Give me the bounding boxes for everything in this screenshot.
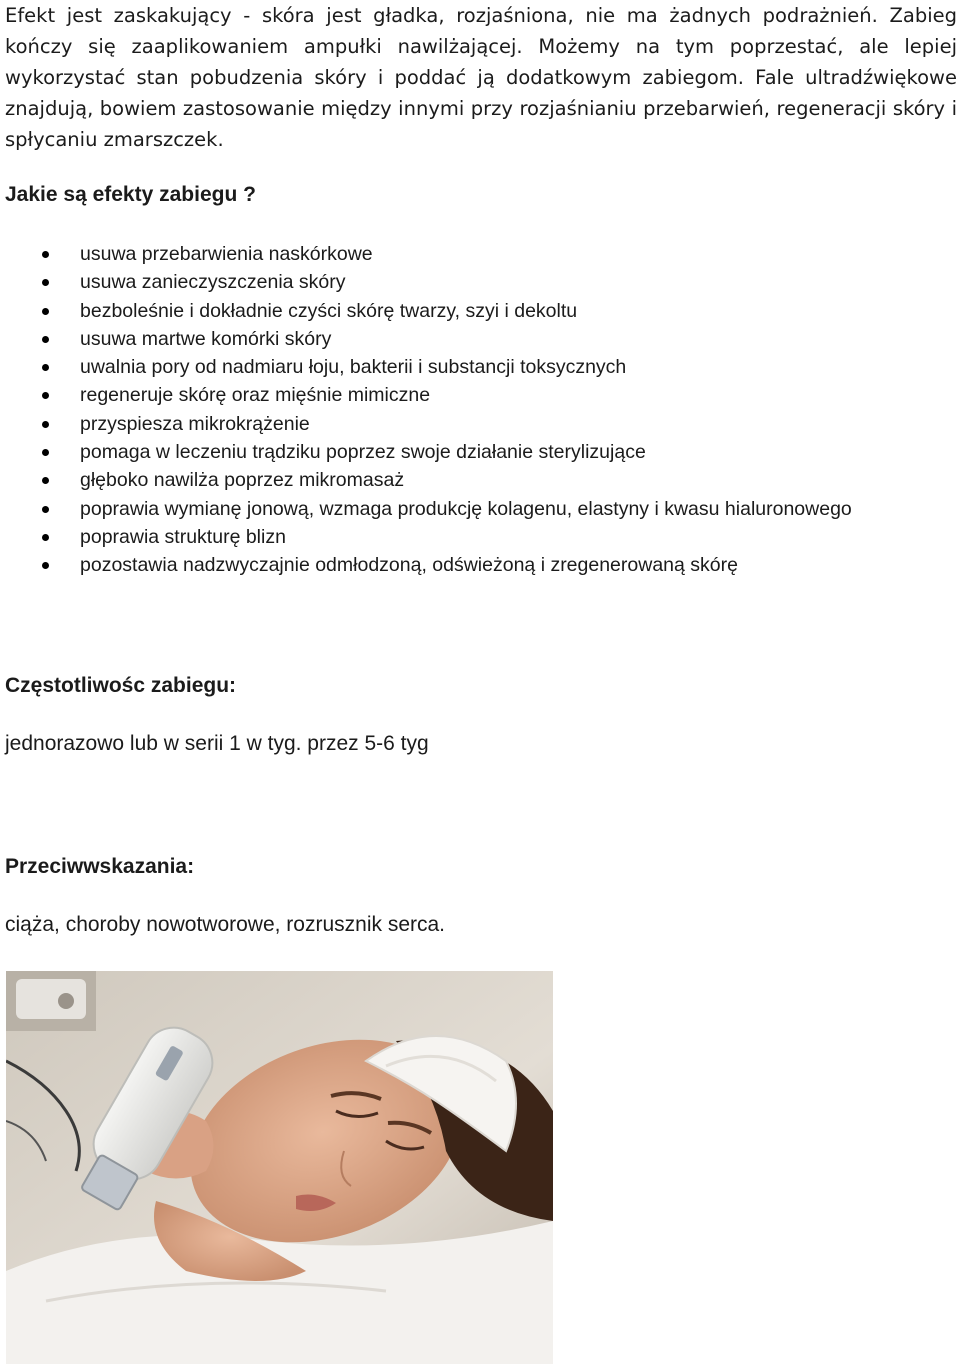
contraindications-heading: Przeciwwskazania: [5, 855, 195, 878]
list-item: głęboko nawilża poprzez mikromasaż [0, 466, 960, 494]
frequency-heading: Częstotliwośc zabiegu: [5, 674, 237, 697]
bullet-icon [42, 279, 49, 286]
list-item: przyspiesza mikrokrążenie [0, 410, 960, 438]
bullet-icon [42, 392, 49, 399]
list-item: regeneruje skórę oraz mięśnie mimiczne [0, 381, 960, 409]
bullet-icon [42, 421, 49, 428]
list-item: poprawia strukturę blizn [0, 523, 960, 551]
list-item: uwalnia pory od nadmiaru łoju, bakterii i substancji toksycznych [0, 353, 960, 381]
bullet-icon [42, 562, 49, 569]
list-item: usuwa martwe komórki skóry [0, 325, 960, 353]
bullet-icon [42, 534, 49, 541]
list-item: usuwa przebarwienia naskórkowe [0, 240, 960, 268]
bullet-icon [42, 251, 49, 258]
bullet-icon [42, 449, 49, 456]
list-item: pozostawia nadzwyczajnie odmłodzoną, odświeżoną i zregenerowaną skórę [0, 551, 960, 579]
contraindications-text: ciąża, choroby nowotworowe, rozrusznik serca. [5, 913, 446, 936]
bullet-icon [42, 364, 49, 371]
effects-list [0, 240, 960, 580]
list-item: bezboleśnie i dokładnie czyści skórę twarzy, szyi i dekoltu [0, 297, 960, 325]
list-item: poprawia wymianę jonową, wzmaga produkcję kolagenu, elastyny i kwasu hialuronowego [0, 495, 960, 523]
bullet-icon [42, 336, 49, 343]
bullet-icon [42, 308, 49, 315]
treatment-photo [6, 971, 553, 1364]
bullet-icon [42, 506, 49, 513]
treatment-illustration [6, 971, 553, 1364]
frequency-text: jednorazowo lub w serii 1 w tyg. przez 5-6 tyg [5, 732, 429, 755]
list-item: pomaga w leczeniu trądziku poprzez swoje działanie sterylizujące [0, 438, 960, 466]
effects-heading: Jakie są efekty zabiegu ? [5, 183, 256, 206]
bullet-icon [42, 477, 49, 484]
intro-paragraph: Efekt jest zaskakujący - skóra jest gładka, rozjaśniona, nie ma żadnych podrażnień. Zabieg kończy się zaaplikowaniem ampułki nawilżającej. Możemy na tym poprzestać, ale lepiej wykorzystać stan pobudzenia skóry i poddać ją dodatkowym zabiegom. Fale ultradźwiękowe znajdują, bowiem zastosowanie między innymi przy rozjaśnianiu przebarwień, regeneracji skóry i spłycaniu zmarszczek. [5, 4, 957, 151]
list-item: usuwa zanieczyszczenia skóry [0, 268, 960, 296]
